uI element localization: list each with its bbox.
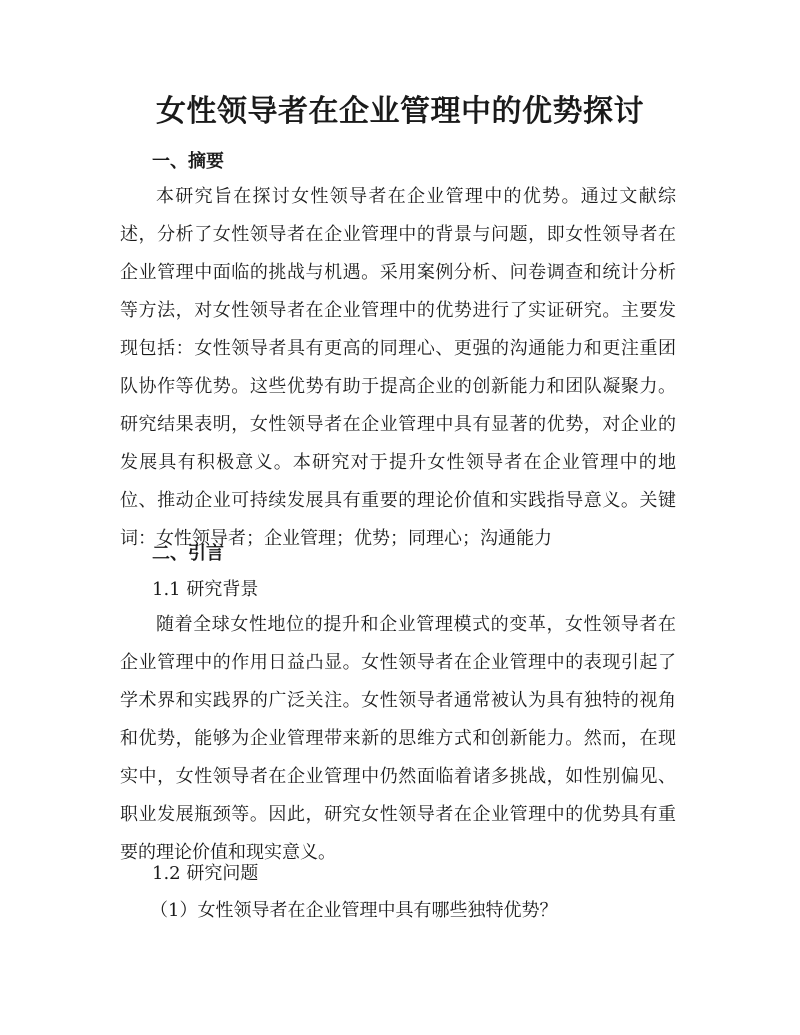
research-background-paragraph: 随着全球女性地位的提升和企业管理模式的变革，女性领导者在企业管理中的作用日益凸显。女性领导者在企业管理中的表现引起了学术界和实践界的广泛关注。女性领导者通常被认为具有独特的视角和优势，能够为企业管理带来新的思维方式和创新能力。然而，在现实中，女性领导者在企业管理中仍然面临着诸多挑战，如性别偏见、职业发展瓶颈等。因此，研究女性领导者在企业管理中的优势具有重要的理论价值和现实意义。 — [120, 614, 676, 863]
document-title: 女性领导者在企业管理中的优势探讨 — [156, 94, 644, 129]
research-background-heading: 1.1 研究背景 — [152, 579, 259, 600]
abstract-paragraph: 本研究旨在探讨女性领导者在企业管理中的优势。通过文献综述，分析了女性领导者在企业管理中的背景与问题，即女性领导者在企业管理中面临的挑战与机遇。采用案例分析、问卷调查和统计分析等方法，对女性领导者在企业管理中的优势进行了实证研究。主要发现包括：女性领导者具有更高的同理心、更强的沟通能力和更注重团队协作等优势。这些优势有助于提高企业的创新能力和团队凝聚力。研究结果表明，女性领导者在企业管理中具有显著的优势，对企业的发展具有积极意义。本研究对于提升女性领导者在企业管理中的地位、推动企业可持续发展具有重要的理论价值和实践指导意义。关键词：女性领导者；企业管理；优势；同理心；沟通能力 — [120, 186, 676, 549]
research-questions-heading: 1.2 研究问题 — [152, 863, 259, 884]
introduction-heading: 二、引言 — [152, 543, 224, 564]
abstract-heading: 一、摘要 — [152, 151, 224, 172]
research-question-1: （1）女性领导者在企业管理中具有哪些独特优势？ — [150, 900, 558, 921]
